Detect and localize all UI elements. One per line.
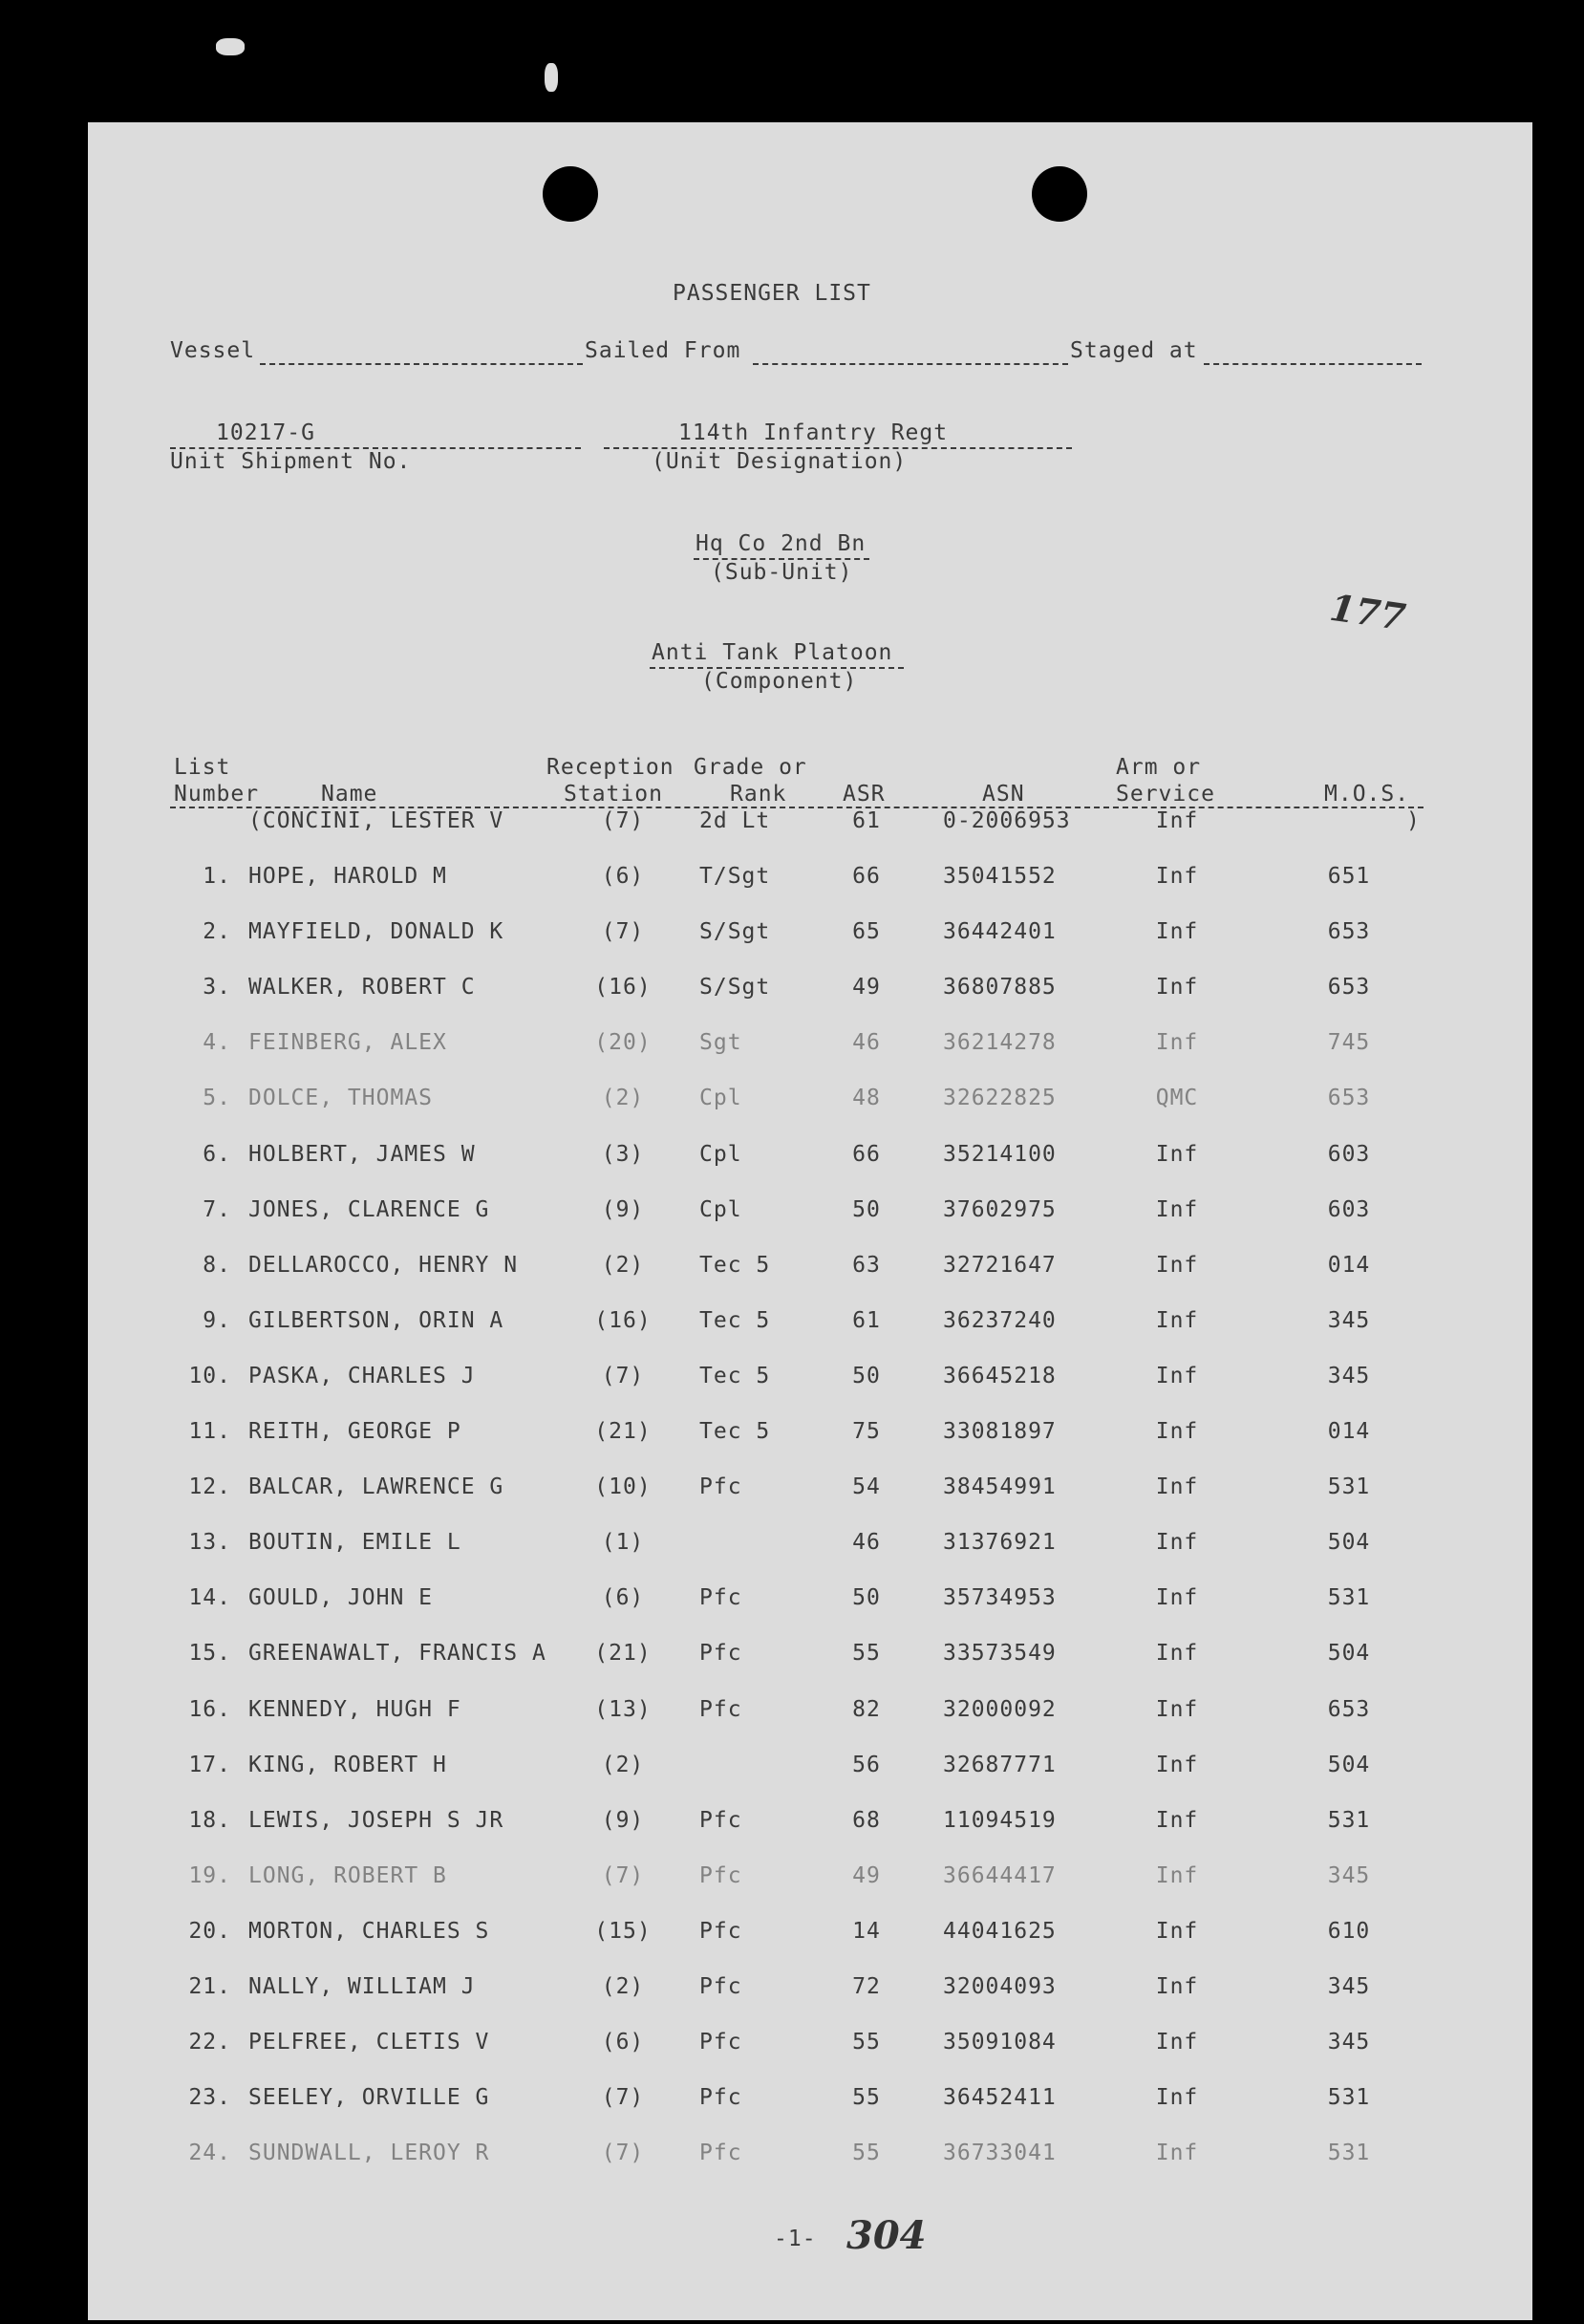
reception-station: (6) — [601, 1585, 645, 1611]
asn-number: 36645218 — [943, 1363, 1057, 1388]
asr-score: 14 — [852, 1918, 881, 1944]
asn-number: 35041552 — [943, 864, 1057, 889]
reception-station: (10) — [594, 1474, 652, 1500]
asr-score: 50 — [852, 1196, 881, 1222]
mos-code: 610 — [1327, 1918, 1371, 1944]
asn-number: 35214100 — [943, 1141, 1057, 1167]
asr-score: 66 — [852, 864, 881, 889]
grade-rank: Tec 5 — [699, 1363, 771, 1388]
list-number: 16. — [188, 1696, 231, 1722]
list-number: 2. — [203, 919, 231, 945]
officer-close-paren: ) — [1406, 808, 1421, 833]
grade-rank: Pfc — [699, 1696, 742, 1722]
staged-at-blank — [1204, 363, 1422, 365]
list-number: 10. — [188, 1363, 231, 1388]
asr-score: 65 — [852, 919, 881, 945]
table-row — [88, 1308, 1532, 1346]
asr-score: 75 — [852, 1419, 881, 1444]
reception-station: (7) — [601, 1862, 645, 1888]
reception-station: (16) — [594, 1307, 652, 1333]
col-grade-line1: Grade or — [694, 755, 807, 780]
table-row — [88, 1253, 1532, 1291]
film-speck — [216, 38, 245, 55]
asn-number: 36237240 — [943, 1307, 1057, 1333]
passenger-name: KING, ROBERT H — [248, 1752, 447, 1777]
asn-number: 33081897 — [943, 1419, 1057, 1444]
mos-code: 345 — [1327, 1307, 1371, 1333]
passenger-name: SEELEY, ORVILLE G — [248, 2085, 490, 2111]
film-speck — [545, 63, 558, 92]
officer-grade: 2d Lt — [699, 808, 771, 833]
asr-score: 50 — [852, 1585, 881, 1611]
passenger-name: LONG, ROBERT B — [248, 1862, 447, 1888]
passenger-name: HOPE, HAROLD M — [248, 864, 447, 889]
table-row — [88, 1530, 1532, 1568]
mos-code: 653 — [1327, 975, 1371, 1001]
arm-service: Inf — [1155, 1530, 1199, 1556]
asr-score: 61 — [852, 1307, 881, 1333]
list-number: 24. — [188, 2141, 231, 2166]
passenger-name: DOLCE, THOMAS — [248, 1086, 434, 1111]
list-number: 12. — [188, 1474, 231, 1500]
asn-number: 32687771 — [943, 1752, 1057, 1777]
passenger-name: GOULD, JOHN E — [248, 1585, 434, 1611]
asr-score: 50 — [852, 1363, 881, 1388]
asn-number: 36644417 — [943, 1862, 1057, 1888]
asr-score: 55 — [852, 1641, 881, 1667]
sailed-from-blank — [753, 363, 1068, 365]
staged-at-label: Staged at — [1070, 338, 1198, 363]
asr-score: 82 — [852, 1696, 881, 1722]
reception-station: (7) — [601, 1363, 645, 1388]
passenger-name: GILBERTSON, ORIN A — [248, 1307, 504, 1333]
col-grade-line2: Rank — [730, 782, 787, 807]
table-row — [88, 919, 1532, 958]
arm-service: Inf — [1155, 2141, 1199, 2166]
asn-number: 36452411 — [943, 2085, 1057, 2111]
asn-number: 32622825 — [943, 1086, 1057, 1111]
list-number: 1. — [203, 864, 231, 889]
mos-code: 531 — [1327, 1474, 1371, 1500]
arm-service: Inf — [1155, 1196, 1199, 1222]
table-row — [88, 1474, 1532, 1513]
officer-row — [88, 808, 1532, 847]
component: Anti Tank Platoon — [652, 640, 893, 665]
asr-score: 55 — [852, 2141, 881, 2166]
reception-station: (2) — [601, 1752, 645, 1777]
mos-code: 745 — [1327, 1030, 1371, 1056]
list-number: 6. — [203, 1141, 231, 1167]
arm-service: Inf — [1155, 1030, 1199, 1056]
passenger-name: MORTON, CHARLES S — [248, 1918, 490, 1944]
officer-asn: 0-2006953 — [943, 808, 1071, 833]
unit-designation-caption: (Unit Designation) — [652, 449, 908, 474]
grade-rank: S/Sgt — [699, 975, 771, 1001]
component-caption: (Component) — [701, 669, 858, 694]
passenger-name: GREENAWALT, FRANCIS A — [248, 1641, 546, 1667]
list-number: 20. — [188, 1918, 231, 1944]
document-title: PASSENGER LIST — [673, 281, 871, 306]
grade-rank: Pfc — [699, 1974, 742, 1999]
mos-code: 531 — [1327, 2141, 1371, 2166]
grade-rank: S/Sgt — [699, 919, 771, 945]
grade-rank: Tec 5 — [699, 1307, 771, 1333]
asn-number: 11094519 — [943, 1807, 1057, 1833]
asr-score: 68 — [852, 1807, 881, 1833]
passenger-name: FEINBERG, ALEX — [248, 1030, 447, 1056]
mos-code: 345 — [1327, 1974, 1371, 1999]
asn-number: 37602975 — [943, 1196, 1057, 1222]
grade-rank: Cpl — [699, 1196, 742, 1222]
asn-number: 31376921 — [943, 1530, 1057, 1556]
arm-service: Inf — [1155, 1918, 1199, 1944]
mos-code: 014 — [1327, 1252, 1371, 1278]
officer-name: (CONCINI, LESTER V — [248, 808, 504, 833]
col-asn: ASN — [982, 782, 1025, 807]
arm-service: Inf — [1155, 864, 1199, 889]
list-number: 22. — [188, 2030, 231, 2055]
table-row — [88, 1197, 1532, 1236]
page-number: -1- — [774, 2227, 817, 2251]
mos-code: 653 — [1327, 919, 1371, 945]
list-number: 3. — [203, 975, 231, 1001]
table-row — [88, 1030, 1532, 1068]
shipment-caption: Unit Shipment No. — [170, 449, 412, 474]
asn-number: 32004093 — [943, 1974, 1057, 1999]
asr-score: 49 — [852, 1862, 881, 1888]
grade-rank: Pfc — [699, 1585, 742, 1611]
arm-service: Inf — [1155, 1307, 1199, 1333]
handwritten-page-number: 304 — [846, 2213, 927, 2258]
reception-station: (15) — [594, 1918, 652, 1944]
list-number: 8. — [203, 1252, 231, 1278]
table-row — [88, 2085, 1532, 2123]
officer-arm: Inf — [1155, 808, 1199, 833]
asn-number: 33573549 — [943, 1641, 1057, 1667]
passenger-name: SUNDWALL, LEROY R — [248, 2141, 490, 2166]
grade-rank: Cpl — [699, 1141, 742, 1167]
mos-code: 653 — [1327, 1086, 1371, 1111]
arm-service: Inf — [1155, 975, 1199, 1001]
mos-code: 345 — [1327, 2030, 1371, 2055]
mos-code: 531 — [1327, 2085, 1371, 2111]
list-number: 18. — [188, 1807, 231, 1833]
col-mos: M.O.S. — [1324, 782, 1410, 807]
reception-station: (21) — [594, 1419, 652, 1444]
asn-number: 44041625 — [943, 1918, 1057, 1944]
grade-rank: Tec 5 — [699, 1252, 771, 1278]
asn-number: 35091084 — [943, 2030, 1057, 2055]
reception-station: (6) — [601, 2030, 645, 2055]
mos-code: 651 — [1327, 864, 1371, 889]
asn-number: 36733041 — [943, 2141, 1057, 2166]
reception-station: (3) — [601, 1141, 645, 1167]
passenger-name: WALKER, ROBERT C — [248, 975, 476, 1001]
table-row — [88, 1919, 1532, 1957]
list-number: 4. — [203, 1030, 231, 1056]
mos-code: 345 — [1327, 1363, 1371, 1388]
asr-score: 46 — [852, 1030, 881, 1056]
table-row — [88, 1142, 1532, 1180]
officer-asr: 61 — [852, 808, 881, 833]
reception-station: (6) — [601, 864, 645, 889]
document-page — [88, 122, 1532, 2320]
list-number: 15. — [188, 1641, 231, 1667]
punch-hole — [543, 166, 598, 222]
asr-score: 55 — [852, 2030, 881, 2055]
arm-service: Inf — [1155, 2085, 1199, 2111]
margin-note-handwritten: 177 — [1327, 585, 1409, 639]
asn-number: 35734953 — [943, 1585, 1057, 1611]
list-number: 9. — [203, 1307, 231, 1333]
col-list-number-line1: List — [174, 755, 231, 780]
grade-rank: Pfc — [699, 2141, 742, 2166]
reception-station: (2) — [601, 1086, 645, 1111]
passenger-name: PASKA, CHARLES J — [248, 1363, 476, 1388]
mos-code: 603 — [1327, 1141, 1371, 1167]
list-number: 14. — [188, 1585, 231, 1611]
table-row — [88, 1697, 1532, 1735]
list-number: 23. — [188, 2085, 231, 2111]
asr-score: 63 — [852, 1252, 881, 1278]
mos-code: 603 — [1327, 1196, 1371, 1222]
list-number: 17. — [188, 1752, 231, 1777]
passenger-name: REITH, GEORGE P — [248, 1419, 461, 1444]
asr-score: 66 — [852, 1141, 881, 1167]
unit-designation: 114th Infantry Regt — [678, 420, 949, 445]
mos-code: 531 — [1327, 1585, 1371, 1611]
reception-station: (21) — [594, 1641, 652, 1667]
col-arm-line2: Service — [1116, 782, 1215, 807]
asn-number: 32721647 — [943, 1252, 1057, 1278]
asn-number: 32000092 — [943, 1696, 1057, 1722]
mos-code: 504 — [1327, 1530, 1371, 1556]
reception-station: (2) — [601, 1974, 645, 1999]
mos-code: 504 — [1327, 1641, 1371, 1667]
vessel-blank — [260, 363, 583, 365]
table-row — [88, 2030, 1532, 2068]
arm-service: Inf — [1155, 1974, 1199, 1999]
list-number: 11. — [188, 1419, 231, 1444]
list-number: 21. — [188, 1974, 231, 1999]
table-row — [88, 864, 1532, 902]
arm-service: Inf — [1155, 1141, 1199, 1167]
table-row — [88, 1419, 1532, 1457]
reception-station: (13) — [594, 1696, 652, 1722]
col-arm-line1: Arm or — [1116, 755, 1202, 780]
arm-service: Inf — [1155, 1752, 1199, 1777]
mos-code: 014 — [1327, 1419, 1371, 1444]
asr-score: 46 — [852, 1530, 881, 1556]
list-number: 7. — [203, 1196, 231, 1222]
col-asr: ASR — [843, 782, 886, 807]
table-row — [88, 1753, 1532, 1791]
grade-rank: Pfc — [699, 2030, 742, 2055]
table-row — [88, 1808, 1532, 1846]
passenger-name: KENNEDY, HUGH F — [248, 1696, 461, 1722]
passenger-name: MAYFIELD, DONALD K — [248, 919, 504, 945]
grade-rank: Pfc — [699, 1641, 742, 1667]
passenger-name: LEWIS, JOSEPH S JR — [248, 1807, 504, 1833]
arm-service: Inf — [1155, 1363, 1199, 1388]
table-row — [88, 1863, 1532, 1902]
reception-station: (7) — [601, 2141, 645, 2166]
reception-station: (7) — [601, 2085, 645, 2111]
arm-service: Inf — [1155, 1419, 1199, 1444]
reception-station: (1) — [601, 1530, 645, 1556]
asn-number: 38454991 — [943, 1474, 1057, 1500]
passenger-name: BALCAR, LAWRENCE G — [248, 1474, 504, 1500]
grade-rank: T/Sgt — [699, 864, 771, 889]
arm-service: Inf — [1155, 919, 1199, 945]
mos-code: 531 — [1327, 1807, 1371, 1833]
arm-service: QMC — [1155, 1086, 1199, 1111]
asr-score: 56 — [852, 1752, 881, 1777]
table-row — [88, 1585, 1532, 1624]
arm-service: Inf — [1155, 1862, 1199, 1888]
arm-service: Inf — [1155, 2030, 1199, 2055]
table-row — [88, 975, 1532, 1013]
asr-score: 72 — [852, 1974, 881, 1999]
reception-station: (16) — [594, 975, 652, 1001]
list-number: 5. — [203, 1086, 231, 1111]
asn-number: 36807885 — [943, 975, 1057, 1001]
grade-rank: Pfc — [699, 1807, 742, 1833]
grade-rank: Pfc — [699, 1862, 742, 1888]
passenger-name: NALLY, WILLIAM J — [248, 1974, 476, 1999]
shipment-number: 10217-G — [216, 420, 315, 445]
asr-score: 49 — [852, 975, 881, 1001]
officer-reception: (7) — [601, 808, 645, 833]
arm-service: Inf — [1155, 1252, 1199, 1278]
table-row — [88, 1641, 1532, 1679]
sub-unit-caption: (Sub-Unit) — [711, 560, 853, 585]
reception-station: (2) — [601, 1252, 645, 1278]
grade-rank: Tec 5 — [699, 1419, 771, 1444]
table-row — [88, 1364, 1532, 1402]
asr-score: 54 — [852, 1474, 881, 1500]
reception-station: (9) — [601, 1807, 645, 1833]
passenger-name: PELFREE, CLETIS V — [248, 2030, 490, 2055]
reception-station: (20) — [594, 1030, 652, 1056]
sub-unit: Hq Co 2nd Bn — [696, 531, 867, 556]
table-row — [88, 2141, 1532, 2179]
arm-service: Inf — [1155, 1696, 1199, 1722]
mos-code: 504 — [1327, 1752, 1371, 1777]
list-number: 13. — [188, 1530, 231, 1556]
arm-service: Inf — [1155, 1585, 1199, 1611]
list-number: 19. — [188, 1862, 231, 1888]
grade-rank: Sgt — [699, 1030, 742, 1056]
col-list-number-line2: Number — [174, 782, 260, 807]
grade-rank: Pfc — [699, 1474, 742, 1500]
table-row — [88, 1086, 1532, 1124]
asr-score: 55 — [852, 2085, 881, 2111]
col-name: Name — [321, 782, 378, 807]
passenger-name: JONES, CLARENCE G — [248, 1196, 490, 1222]
passenger-name: HOLBERT, JAMES W — [248, 1141, 476, 1167]
arm-service: Inf — [1155, 1474, 1199, 1500]
arm-service: Inf — [1155, 1641, 1199, 1667]
asr-score: 48 — [852, 1086, 881, 1111]
reception-station: (9) — [601, 1196, 645, 1222]
mos-code: 653 — [1327, 1696, 1371, 1722]
col-reception-line2: Station — [564, 782, 663, 807]
arm-service: Inf — [1155, 1807, 1199, 1833]
reception-station: (7) — [601, 919, 645, 945]
vessel-label: Vessel — [170, 338, 256, 363]
passenger-name: DELLAROCCO, HENRY N — [248, 1252, 519, 1278]
passenger-name: BOUTIN, EMILE L — [248, 1530, 461, 1556]
mos-code: 345 — [1327, 1862, 1371, 1888]
table-row — [88, 1974, 1532, 2012]
grade-rank: Pfc — [699, 1918, 742, 1944]
grade-rank: Cpl — [699, 1086, 742, 1111]
sailed-from-label: Sailed From — [585, 338, 741, 363]
asn-number: 36214278 — [943, 1030, 1057, 1056]
punch-hole — [1032, 166, 1087, 222]
asn-number: 36442401 — [943, 919, 1057, 945]
grade-rank: Pfc — [699, 2085, 742, 2111]
col-reception-line1: Reception — [546, 755, 674, 780]
